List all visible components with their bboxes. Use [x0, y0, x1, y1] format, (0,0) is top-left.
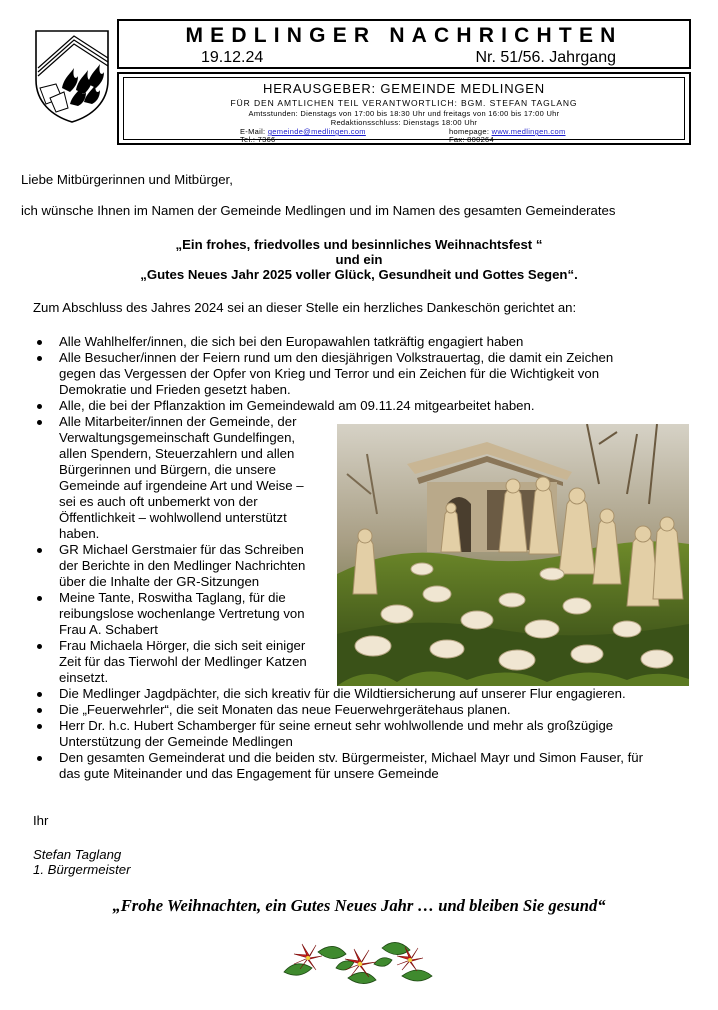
- intro-paragraph: ich wünsche Ihnen im Namen der Gemeinde Medlingen und im Namen des gesamten Gemeinderates: [21, 203, 616, 218]
- bullet-icon: [37, 356, 42, 361]
- thanks-item-line: der Berichte in den Medlinger Nachrichten: [59, 558, 306, 573]
- editorial-deadline: Redaktionsschluss: Dienstags 18:00 Uhr: [330, 118, 478, 127]
- publisher-info-inner: [123, 77, 685, 144]
- thanks-item-line: Unterstützung der Gemeinde Medlingen: [59, 734, 293, 749]
- wish-line-3: „Gutes Neues Jahr 2025 voller Glück, Gesundheit und Gottes Segen“.: [140, 267, 578, 282]
- christmas-greeting: „Frohe Weihnachten, ein Gutes Neues Jahr … und bleiben Sie gesund“: [112, 896, 606, 915]
- responsible-line: FÜR DEN AMTLICHEN TEIL VERANTWORTLICH: BGM. STEFAN TAGLANG: [230, 98, 578, 108]
- wish-line-1: „Ein frohes, friedvolles und besinnliches Weihnachtsfest “: [175, 237, 543, 252]
- thanks-item-line: gegen das Vergessen der Opfer von Krieg und Terror und ein Zeichen für die Wichtigkeit von: [59, 366, 600, 381]
- thanks-item: [37, 334, 643, 350]
- thanks-item-line: Den gesamten Gemeinderat und die beiden stv. Bürgermeister, Michael Mayr und Simon Fauser, für: [59, 750, 643, 765]
- thanks-item-line: sei es auch oft unbemerkt von der: [59, 494, 258, 509]
- bullet-icon: [37, 420, 42, 425]
- issue-number: Nr. 51/56. Jahrgang: [475, 49, 616, 66]
- thanks-item: [37, 398, 643, 414]
- nativity-scene-photo: [337, 424, 689, 686]
- email-label: E-Mail:: [240, 127, 266, 136]
- signature-name: Stefan Taglang: [33, 847, 122, 862]
- bullet-icon: [37, 596, 42, 601]
- municipal-coat-of-arms: [34, 28, 110, 124]
- thanks-item-line: über die Inhalte der GR-Sitzungen: [59, 574, 260, 589]
- thanks-item: [37, 718, 643, 750]
- thanks-item-line: Demokratie und Frieden gesetzt haben.: [59, 382, 291, 397]
- thanks-item-line: Die „Feuerwehrler“, die seit Monaten das neue Feuerwehrgerätehaus planen.: [59, 702, 511, 717]
- bullet-icon: [37, 756, 42, 761]
- publisher-info-box: [117, 72, 691, 145]
- thanks-item-line: Alle Mitarbeiter/innen der Gemeinde, der: [59, 414, 297, 429]
- masthead-title-box: [117, 19, 691, 69]
- thanks-item-line: Verwaltungsgemeinschaft Gundelfingen,: [59, 430, 296, 445]
- closing: Ihr: [33, 813, 49, 828]
- thanks-item: [37, 686, 643, 702]
- email-link[interactable]: gemeinde@medlingen.com: [267, 127, 366, 136]
- bullet-icon: [37, 692, 42, 697]
- thanks-item-line: haben.: [59, 526, 100, 541]
- thanks-item-line: Alle Wahlhelfer/innen, die sich bei den Europawahlen tatkräftig engagiert haben: [59, 334, 524, 349]
- thanks-item: [37, 350, 643, 398]
- bullet-icon: [37, 340, 42, 345]
- office-hours: Amtsstunden: Dienstags von 17:00 bis 18:30 Uhr und freitags von 16:00 bis 17:00 Uhr: [248, 109, 560, 118]
- thanks-item-line: Alle Besucher/innen der Feiern rund um den diesjährigen Volkstrauertag, die damit ein Zeichen: [59, 350, 614, 365]
- thanks-item-line: Zeit für das Tierwohl der Medlinger Katzen: [59, 654, 307, 669]
- thanks-item-line: Bürgerinnen und Bürgern, die unsere: [59, 462, 277, 477]
- salutation: Liebe Mitbürgerinnen und Mitbürger,: [21, 172, 233, 187]
- thanks-item-line: Öffentlichkeit – wohlwollend unterstützt: [59, 510, 287, 525]
- telephone: Tel.: 7366: [240, 135, 276, 144]
- thanks-item-line: Die Medlinger Jagdpächter, die sich kreativ für die Wildtiersicherung auf unserer Flur engagieren.: [59, 686, 626, 701]
- homepage-link[interactable]: www.medlingen.com: [491, 127, 566, 136]
- bullet-icon: [37, 708, 42, 713]
- thanks-item-line: allen Spendern, Steuerzahlern und allen: [59, 446, 295, 461]
- thanks-item-line: Herr Dr. h.c. Hubert Schamberger für seine erneut sehr wohlwollende und mehr als großzügige: [59, 718, 614, 733]
- wish-line-2: und ein: [335, 252, 383, 267]
- fax: Fax: 800264: [449, 135, 494, 144]
- bullet-icon: [37, 404, 42, 409]
- thanks-item-line: Frau A. Schabert: [59, 622, 158, 637]
- thanks-item-line: das gute Miteinander und das Engagement für unsere Gemeinde: [59, 766, 439, 781]
- thanks-intro: Zum Abschluss des Jahres 2024 sei an dieser Stelle ein herzliches Dankeschön gerichtet an:: [33, 300, 577, 315]
- thanks-item-line: einsetzt.: [59, 670, 109, 685]
- thanks-item-line: Frau Michaela Hörger, die sich seit einiger: [59, 638, 306, 653]
- bullet-icon: [37, 548, 42, 553]
- poinsettia-garland-icon: [278, 928, 438, 990]
- thanks-item: [37, 702, 643, 718]
- homepage-label: homepage:: [449, 127, 490, 136]
- publisher-line: HERAUSGEBER: GEMEINDE MEDLINGEN: [263, 81, 545, 96]
- thanks-item-line: Gemeinde auf irgendeine Art und Weise –: [59, 478, 304, 493]
- issue-date: 19.12.24: [201, 49, 264, 66]
- bullet-icon: [37, 644, 42, 649]
- signature-role: 1. Bürgermeister: [33, 862, 131, 877]
- thanks-item-line: GR Michael Gerstmaier für das Schreiben: [59, 542, 304, 557]
- thanks-item: [37, 750, 643, 782]
- bullet-icon: [37, 724, 42, 729]
- thanks-item-line: Alle, die bei der Pflanzaktion im Gemeindewald am 09.11.24 mitgearbeitet haben.: [59, 398, 535, 413]
- thanks-item-line: reibungslose wochenlange Vertretung von: [59, 606, 305, 621]
- masthead-title: MEDLINGER NACHRICHTEN: [185, 24, 623, 47]
- thanks-item-line: Meine Tante, Roswitha Taglang, für die: [59, 590, 286, 605]
